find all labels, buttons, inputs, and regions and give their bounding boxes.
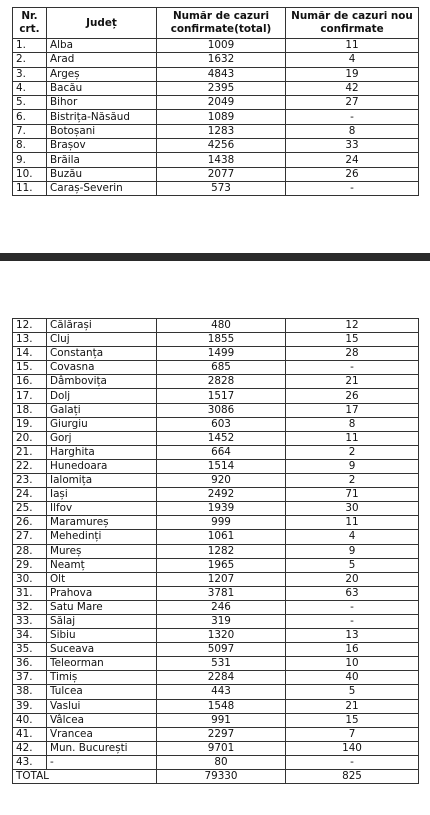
table-row <box>13 474 419 488</box>
new-cases: 26 <box>286 389 419 403</box>
table-row <box>13 124 419 138</box>
table-row <box>13 389 419 403</box>
table-row <box>13 96 419 110</box>
total-cases: 1514 <box>157 459 286 473</box>
table-row <box>13 614 419 628</box>
total-cases: 4256 <box>157 139 286 153</box>
table-row <box>13 741 419 755</box>
total-cases: 1207 <box>157 572 286 586</box>
county-name: Bihor <box>47 96 157 110</box>
table-row <box>13 572 419 586</box>
table-row <box>13 713 419 727</box>
table-row <box>13 39 419 53</box>
county-name: Covasna <box>47 361 157 375</box>
table2-body <box>13 319 419 770</box>
new-cases: 17 <box>286 403 419 417</box>
row-number: 25. <box>13 502 47 516</box>
total-cases: 685 <box>157 361 286 375</box>
county-name: Dolj <box>47 389 157 403</box>
table-row <box>13 319 419 333</box>
row-number: 35. <box>13 643 47 657</box>
new-cases: - <box>286 110 419 124</box>
row-number: 40. <box>13 713 47 727</box>
county-name: Buzău <box>47 167 157 181</box>
county-name: Timiș <box>47 671 157 685</box>
header-nr: Nr. crt. <box>13 8 47 39</box>
new-cases: - <box>286 600 419 614</box>
total-cases-value: 79330 <box>157 770 286 784</box>
row-number: 20. <box>13 431 47 445</box>
total-cases: 664 <box>157 445 286 459</box>
total-cases: 999 <box>157 516 286 530</box>
county-name: Suceava <box>47 643 157 657</box>
total-row <box>13 770 419 784</box>
total-cases: 1283 <box>157 124 286 138</box>
new-cases: 19 <box>286 67 419 81</box>
header-judet: Județ <box>47 8 157 39</box>
county-name: Sălaj <box>47 614 157 628</box>
county-name: Iași <box>47 488 157 502</box>
new-cases: 27 <box>286 96 419 110</box>
county-name: Olt <box>47 572 157 586</box>
row-number: 42. <box>13 741 47 755</box>
county-name: Mureș <box>47 544 157 558</box>
county-name: Gorj <box>47 431 157 445</box>
table-row <box>13 643 419 657</box>
row-number: 33. <box>13 614 47 628</box>
row-number: 43. <box>13 755 47 769</box>
new-cases: 16 <box>286 643 419 657</box>
table-row <box>13 755 419 769</box>
new-cases: 12 <box>286 319 419 333</box>
county-name: Harghita <box>47 445 157 459</box>
row-number: 6. <box>13 110 47 124</box>
row-number: 10. <box>13 167 47 181</box>
new-cases: 140 <box>286 741 419 755</box>
total-cases: 920 <box>157 474 286 488</box>
county-name: Galați <box>47 403 157 417</box>
table-row <box>13 544 419 558</box>
total-cases: 1499 <box>157 347 286 361</box>
new-cases: 11 <box>286 516 419 530</box>
new-cases: 2 <box>286 474 419 488</box>
new-cases: 4 <box>286 530 419 544</box>
table1-body <box>13 39 419 196</box>
county-name: Ilfov <box>47 502 157 516</box>
new-cases: 5 <box>286 558 419 572</box>
table-row <box>13 502 419 516</box>
total-cases: 1089 <box>157 110 286 124</box>
new-cases: 24 <box>286 153 419 167</box>
new-cases: 15 <box>286 333 419 347</box>
table-row <box>13 586 419 600</box>
total-cases: 1061 <box>157 530 286 544</box>
row-number: 8. <box>13 139 47 153</box>
new-cases: 15 <box>286 713 419 727</box>
new-cases: 71 <box>286 488 419 502</box>
table-row <box>13 417 419 431</box>
county-name: Călărași <box>47 319 157 333</box>
total-cases: 1632 <box>157 53 286 67</box>
table-row <box>13 361 419 375</box>
new-cases: 21 <box>286 375 419 389</box>
county-name: Botoșani <box>47 124 157 138</box>
new-cases: 5 <box>286 685 419 699</box>
new-cases: 10 <box>286 657 419 671</box>
new-cases: 63 <box>286 586 419 600</box>
county-name: Vâlcea <box>47 713 157 727</box>
county-name: Constanța <box>47 347 157 361</box>
total-cases: 3781 <box>157 586 286 600</box>
cases-table-part2 <box>12 318 419 784</box>
table-row <box>13 629 419 643</box>
county-name: Teleorman <box>47 657 157 671</box>
new-cases: 9 <box>286 459 419 473</box>
row-number: 15. <box>13 361 47 375</box>
new-cases: - <box>286 361 419 375</box>
table-row <box>13 403 419 417</box>
new-cases: 26 <box>286 167 419 181</box>
total-cases: 2077 <box>157 167 286 181</box>
total-new-cases-value: 825 <box>286 770 419 784</box>
table-row <box>13 431 419 445</box>
new-cases: 8 <box>286 417 419 431</box>
new-cases: 11 <box>286 431 419 445</box>
county-name: Prahova <box>47 586 157 600</box>
row-number: 39. <box>13 699 47 713</box>
row-number: 23. <box>13 474 47 488</box>
new-cases: 40 <box>286 671 419 685</box>
row-number: 13. <box>13 333 47 347</box>
row-number: 32. <box>13 600 47 614</box>
county-name: Ialomița <box>47 474 157 488</box>
new-cases: 30 <box>286 502 419 516</box>
header-new-cases: Număr de cazuri nou confirmate <box>286 8 419 39</box>
county-name: Mehedinți <box>47 530 157 544</box>
county-name: Brăila <box>47 153 157 167</box>
county-name: Cluj <box>47 333 157 347</box>
new-cases: 20 <box>286 572 419 586</box>
total-cases: 1452 <box>157 431 286 445</box>
county-name: Mun. București <box>47 741 157 755</box>
county-name: Sibiu <box>47 629 157 643</box>
table-row <box>13 558 419 572</box>
row-number: 36. <box>13 657 47 671</box>
county-name: Maramureș <box>47 516 157 530</box>
new-cases: 8 <box>286 124 419 138</box>
row-number: 19. <box>13 417 47 431</box>
new-cases: - <box>286 181 419 195</box>
table-row <box>13 347 419 361</box>
total-cases: 319 <box>157 614 286 628</box>
county-name: Caraș-Severin <box>47 181 157 195</box>
new-cases: 9 <box>286 544 419 558</box>
row-number: 11. <box>13 181 47 195</box>
total-cases: 603 <box>157 417 286 431</box>
row-number: 5. <box>13 96 47 110</box>
total-cases: 80 <box>157 755 286 769</box>
total-cases: 2828 <box>157 375 286 389</box>
total-cases: 2297 <box>157 727 286 741</box>
row-number: 9. <box>13 153 47 167</box>
total-cases: 5097 <box>157 643 286 657</box>
county-name: Tulcea <box>47 685 157 699</box>
row-number: 12. <box>13 319 47 333</box>
table-row <box>13 167 419 181</box>
total-cases: 2049 <box>157 96 286 110</box>
row-number: 22. <box>13 459 47 473</box>
total-cases: 9701 <box>157 741 286 755</box>
total-cases: 1009 <box>157 39 286 53</box>
table-row <box>13 53 419 67</box>
total-cases: 1939 <box>157 502 286 516</box>
row-number: 41. <box>13 727 47 741</box>
total-cases: 443 <box>157 685 286 699</box>
county-name: Vaslui <box>47 699 157 713</box>
new-cases: 4 <box>286 53 419 67</box>
new-cases: 28 <box>286 347 419 361</box>
county-name: Vrancea <box>47 727 157 741</box>
row-number: 21. <box>13 445 47 459</box>
county-name: Giurgiu <box>47 417 157 431</box>
new-cases: 42 <box>286 81 419 95</box>
new-cases: 33 <box>286 139 419 153</box>
table-row <box>13 139 419 153</box>
row-number: 24. <box>13 488 47 502</box>
page-divider-bar <box>0 253 430 261</box>
table-row <box>13 153 419 167</box>
county-name: Dâmbovița <box>47 375 157 389</box>
row-number: 17. <box>13 389 47 403</box>
new-cases: 11 <box>286 39 419 53</box>
table-row <box>13 488 419 502</box>
row-number: 3. <box>13 67 47 81</box>
row-number: 34. <box>13 629 47 643</box>
total-cases: 1320 <box>157 629 286 643</box>
county-name: Alba <box>47 39 157 53</box>
table-row <box>13 375 419 389</box>
county-name: Hunedoara <box>47 459 157 473</box>
row-number: 14. <box>13 347 47 361</box>
row-number: 30. <box>13 572 47 586</box>
total-cases: 1282 <box>157 544 286 558</box>
table-row <box>13 671 419 685</box>
county-name: Neamț <box>47 558 157 572</box>
total-cases: 3086 <box>157 403 286 417</box>
total-cases: 1548 <box>157 699 286 713</box>
table-row <box>13 67 419 81</box>
county-name: Arad <box>47 53 157 67</box>
row-number: 37. <box>13 671 47 685</box>
new-cases: 13 <box>286 629 419 643</box>
county-name: Bistrița-Năsăud <box>47 110 157 124</box>
county-name: Bacău <box>47 81 157 95</box>
header-total-cases: Număr de cazuri confirmate(total) <box>157 8 286 39</box>
row-number: 2. <box>13 53 47 67</box>
new-cases: - <box>286 755 419 769</box>
row-number: 1. <box>13 39 47 53</box>
row-number: 27. <box>13 530 47 544</box>
county-name: - <box>47 755 157 769</box>
row-number: 26. <box>13 516 47 530</box>
total-cases: 480 <box>157 319 286 333</box>
table-row <box>13 333 419 347</box>
row-number: 4. <box>13 81 47 95</box>
total-cases: 246 <box>157 600 286 614</box>
table-row <box>13 459 419 473</box>
table-row <box>13 657 419 671</box>
county-name: Brașov <box>47 139 157 153</box>
table-row <box>13 600 419 614</box>
table-header-row <box>13 8 419 39</box>
county-name: Argeș <box>47 67 157 81</box>
table-row <box>13 516 419 530</box>
table-row <box>13 727 419 741</box>
total-cases: 2395 <box>157 81 286 95</box>
row-number: 7. <box>13 124 47 138</box>
total-cases: 4843 <box>157 67 286 81</box>
total-label: TOTAL <box>13 770 157 784</box>
row-number: 29. <box>13 558 47 572</box>
table-row <box>13 181 419 195</box>
total-cases: 2284 <box>157 671 286 685</box>
cases-table-part1 <box>12 7 419 196</box>
table-row <box>13 699 419 713</box>
total-cases: 1438 <box>157 153 286 167</box>
table-row <box>13 445 419 459</box>
total-cases: 2492 <box>157 488 286 502</box>
row-number: 31. <box>13 586 47 600</box>
total-cases: 531 <box>157 657 286 671</box>
row-number: 38. <box>13 685 47 699</box>
table-row <box>13 685 419 699</box>
new-cases: 21 <box>286 699 419 713</box>
new-cases: - <box>286 614 419 628</box>
total-cases: 991 <box>157 713 286 727</box>
row-number: 16. <box>13 375 47 389</box>
table-row <box>13 81 419 95</box>
county-name: Satu Mare <box>47 600 157 614</box>
table-row <box>13 530 419 544</box>
total-cases: 1517 <box>157 389 286 403</box>
total-cases: 573 <box>157 181 286 195</box>
row-number: 28. <box>13 544 47 558</box>
new-cases: 7 <box>286 727 419 741</box>
table-row <box>13 110 419 124</box>
row-number: 18. <box>13 403 47 417</box>
new-cases: 2 <box>286 445 419 459</box>
total-cases: 1855 <box>157 333 286 347</box>
total-cases: 1965 <box>157 558 286 572</box>
